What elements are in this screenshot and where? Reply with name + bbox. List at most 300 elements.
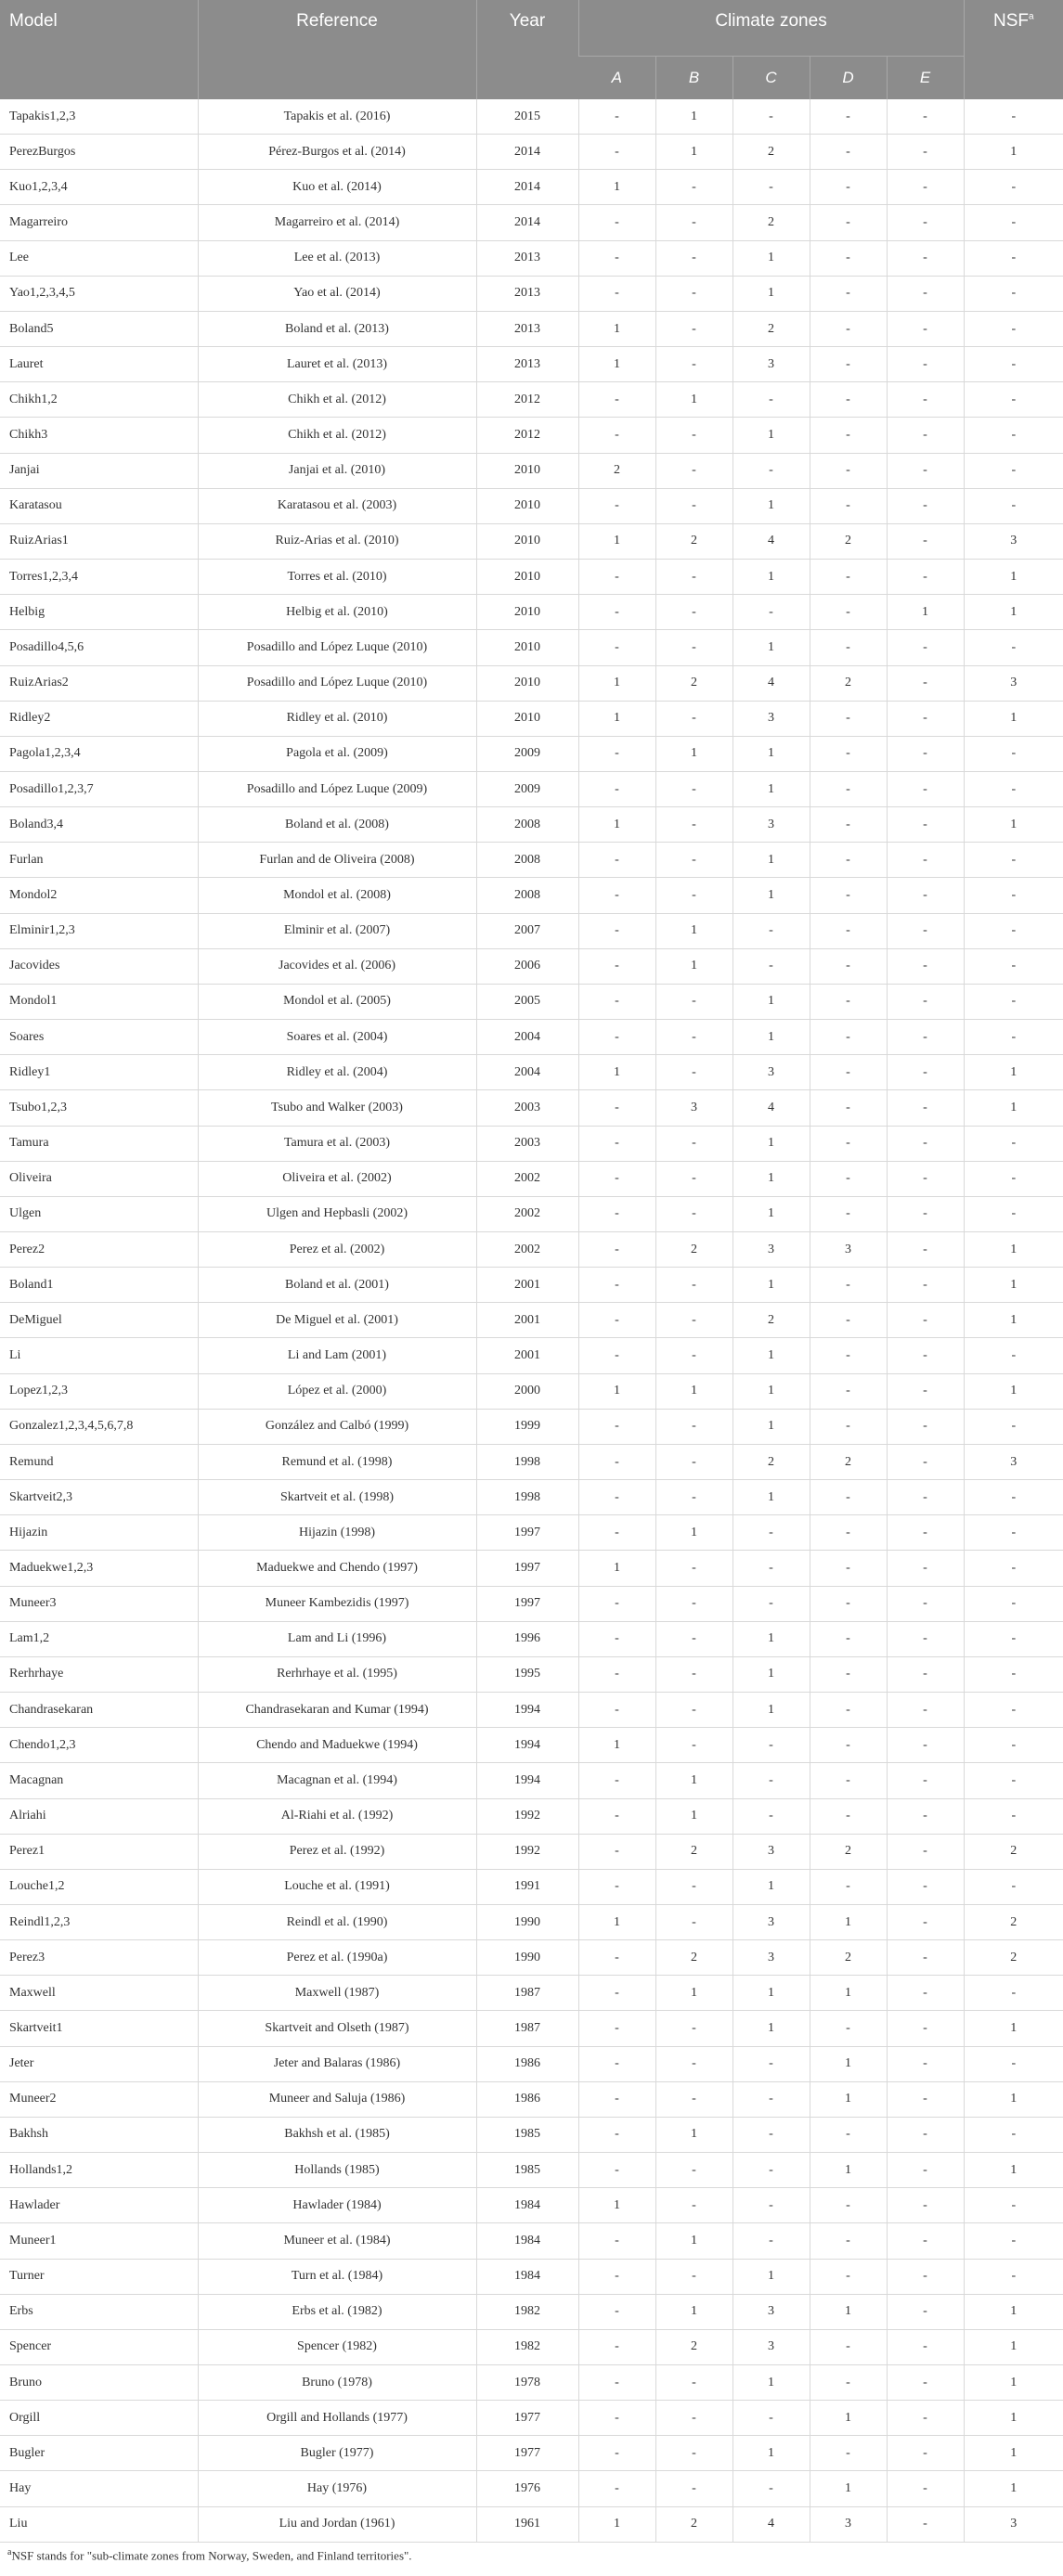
cell-model: Jeter xyxy=(0,2046,198,2081)
cell-zone-b: 2 xyxy=(655,1940,732,1976)
cell-zone-e: - xyxy=(887,1444,964,1479)
cell-zone-d: 1 xyxy=(810,1976,887,2011)
cell-zone-d: - xyxy=(810,1551,887,1586)
cell-zone-b: 1 xyxy=(655,2117,732,2152)
table-row xyxy=(0,1338,1063,1373)
table-row xyxy=(0,240,1063,276)
cell-zone-e: - xyxy=(887,2188,964,2223)
cell-reference: Remund et al. (1998) xyxy=(198,1444,476,1479)
cell-reference: Lauret et al. (2013) xyxy=(198,347,476,382)
cell-year: 1982 xyxy=(476,2329,578,2364)
cell-year: 2000 xyxy=(476,1373,578,1409)
cell-zone-e: - xyxy=(887,2436,964,2471)
cell-reference: Pérez-Burgos et al. (2014) xyxy=(198,135,476,170)
cell-nsf: 1 xyxy=(964,1232,1063,1268)
cell-zone-d: - xyxy=(810,2117,887,2152)
cell-zone-b: - xyxy=(655,843,732,878)
cell-reference: Oliveira et al. (2002) xyxy=(198,1161,476,1196)
cell-model: Lam1,2 xyxy=(0,1621,198,1656)
cell-zone-e: - xyxy=(887,453,964,488)
cell-zone-e: - xyxy=(887,2401,964,2436)
cell-zone-a: 1 xyxy=(578,1904,655,1939)
cell-nsf: 1 xyxy=(964,2294,1063,2329)
cell-zone-d: - xyxy=(810,382,887,418)
cell-model: Skartveit1 xyxy=(0,2011,198,2046)
cell-model: Magarreiro xyxy=(0,205,198,240)
cell-model: Skartveit2,3 xyxy=(0,1480,198,1515)
cell-zone-e: - xyxy=(887,878,964,913)
cell-zone-d: 2 xyxy=(810,1444,887,1479)
cell-zone-c: 1 xyxy=(732,878,810,913)
cell-zone-a: 1 xyxy=(578,1373,655,1409)
cell-year: 1987 xyxy=(476,2011,578,2046)
cell-zone-d: - xyxy=(810,276,887,311)
cell-nsf: 1 xyxy=(964,2365,1063,2401)
cell-nsf: - xyxy=(964,1693,1063,1728)
cell-zone-c: - xyxy=(732,1515,810,1551)
cell-zone-e: - xyxy=(887,913,964,948)
cell-zone-b: - xyxy=(655,170,732,205)
table-row xyxy=(0,878,1063,913)
cell-model: Bugler xyxy=(0,2436,198,2471)
cell-zone-d: - xyxy=(810,1480,887,1515)
cell-model: Muneer3 xyxy=(0,1586,198,1621)
cell-year: 1961 xyxy=(476,2506,578,2542)
cell-year: 2002 xyxy=(476,1196,578,1231)
cell-zone-d: - xyxy=(810,2436,887,2471)
cell-zone-a: - xyxy=(578,2436,655,2471)
cell-zone-c: 1 xyxy=(732,1976,810,2011)
cell-zone-c: 1 xyxy=(732,2436,810,2471)
cell-zone-b: 1 xyxy=(655,1798,732,1834)
cell-zone-a: 1 xyxy=(578,2188,655,2223)
cell-year: 2002 xyxy=(476,1232,578,1268)
cell-reference: Soares et al. (2004) xyxy=(198,1020,476,1055)
cell-zone-d: - xyxy=(810,1409,887,1444)
table-row xyxy=(0,913,1063,948)
cell-zone-d: - xyxy=(810,1161,887,1196)
table-row xyxy=(0,1621,1063,1656)
table-row xyxy=(0,1444,1063,1479)
table-row xyxy=(0,1869,1063,1904)
table-row xyxy=(0,382,1063,418)
cell-nsf: - xyxy=(964,1161,1063,1196)
table-row xyxy=(0,2259,1063,2294)
cell-zone-d: - xyxy=(810,1090,887,1126)
cell-reference: Erbs et al. (1982) xyxy=(198,2294,476,2329)
cell-nsf: 1 xyxy=(964,135,1063,170)
cell-model: Posadillo1,2,3,7 xyxy=(0,771,198,806)
cell-model: Alriahi xyxy=(0,1798,198,1834)
cell-reference: Hawlader (1984) xyxy=(198,2188,476,2223)
cell-reference: Lee et al. (2013) xyxy=(198,240,476,276)
cell-zone-e: - xyxy=(887,1303,964,1338)
cell-zone-a: - xyxy=(578,2401,655,2436)
cell-zone-a: - xyxy=(578,560,655,595)
cell-zone-a: 1 xyxy=(578,311,655,346)
cell-zone-e: - xyxy=(887,418,964,453)
cell-nsf: - xyxy=(964,1976,1063,2011)
cell-model: Lee xyxy=(0,240,198,276)
cell-reference: Bugler (1977) xyxy=(198,2436,476,2471)
table-row xyxy=(0,1020,1063,1055)
cell-year: 1984 xyxy=(476,2188,578,2223)
header-zone-c: C xyxy=(732,57,810,100)
cell-zone-c: 1 xyxy=(732,1338,810,1373)
cell-model: Janjai xyxy=(0,453,198,488)
cell-zone-d: - xyxy=(810,736,887,771)
cell-year: 2001 xyxy=(476,1268,578,1303)
cell-zone-c: 2 xyxy=(732,205,810,240)
cell-zone-e: - xyxy=(887,1693,964,1728)
table-row xyxy=(0,2223,1063,2259)
cell-zone-b: 2 xyxy=(655,2506,732,2542)
cell-year: 2010 xyxy=(476,523,578,559)
cell-zone-e: - xyxy=(887,1940,964,1976)
cell-zone-e: - xyxy=(887,2506,964,2542)
cell-year: 1997 xyxy=(476,1551,578,1586)
cell-zone-e: - xyxy=(887,1976,964,2011)
cell-nsf: - xyxy=(964,2259,1063,2294)
cell-model: Hijazin xyxy=(0,1515,198,1551)
cell-nsf: 1 xyxy=(964,1373,1063,1409)
cell-model: Maduekwe1,2,3 xyxy=(0,1551,198,1586)
cell-zone-b: 2 xyxy=(655,2329,732,2364)
cell-zone-c: 3 xyxy=(732,1834,810,1869)
cell-model: Ridley1 xyxy=(0,1055,198,1090)
cell-zone-b: 3 xyxy=(655,1090,732,1126)
table-row xyxy=(0,1409,1063,1444)
cell-zone-e: - xyxy=(887,630,964,665)
cell-nsf: 3 xyxy=(964,2506,1063,2542)
cell-zone-e: - xyxy=(887,1196,964,1231)
cell-zone-d: - xyxy=(810,99,887,135)
cell-model: Chandrasekaran xyxy=(0,1693,198,1728)
cell-model: Furlan xyxy=(0,843,198,878)
table-row xyxy=(0,2471,1063,2506)
cell-reference: De Miguel et al. (2001) xyxy=(198,1303,476,1338)
cell-reference: Furlan and de Oliveira (2008) xyxy=(198,843,476,878)
cell-year: 2014 xyxy=(476,205,578,240)
cell-model: Karatasou xyxy=(0,488,198,523)
cell-zone-b: 1 xyxy=(655,736,732,771)
cell-model: Remund xyxy=(0,1444,198,1479)
cell-nsf: - xyxy=(964,276,1063,311)
cell-zone-a: - xyxy=(578,2329,655,2364)
cell-model: Orgill xyxy=(0,2401,198,2436)
cell-year: 2005 xyxy=(476,984,578,1019)
cell-year: 2010 xyxy=(476,630,578,665)
table-row xyxy=(0,1976,1063,2011)
cell-nsf: - xyxy=(964,1656,1063,1692)
table-row xyxy=(0,1551,1063,1586)
cell-zone-c: - xyxy=(732,170,810,205)
cell-reference: Perez et al. (2002) xyxy=(198,1232,476,1268)
cell-zone-a: 1 xyxy=(578,170,655,205)
cell-zone-c: 2 xyxy=(732,135,810,170)
cell-zone-c: 3 xyxy=(732,701,810,736)
table-row xyxy=(0,1728,1063,1763)
cell-zone-e: - xyxy=(887,1409,964,1444)
cell-zone-e: - xyxy=(887,771,964,806)
cell-zone-a: - xyxy=(578,913,655,948)
cell-reference: Mondol et al. (2005) xyxy=(198,984,476,1019)
cell-zone-b: - xyxy=(655,240,732,276)
cell-zone-a: - xyxy=(578,99,655,135)
cell-nsf: 1 xyxy=(964,560,1063,595)
cell-zone-c: 3 xyxy=(732,1940,810,1976)
cell-model: Boland1 xyxy=(0,1268,198,1303)
cell-zone-c: - xyxy=(732,1728,810,1763)
cell-reference: Yao et al. (2014) xyxy=(198,276,476,311)
cell-zone-c: - xyxy=(732,2188,810,2223)
table-row xyxy=(0,135,1063,170)
cell-model: Muneer2 xyxy=(0,2081,198,2117)
table-row xyxy=(0,2365,1063,2401)
cell-zone-a: - xyxy=(578,1976,655,2011)
table-row xyxy=(0,1373,1063,1409)
cell-model: Turner xyxy=(0,2259,198,2294)
cell-year: 2010 xyxy=(476,595,578,630)
cell-zone-a: - xyxy=(578,2153,655,2188)
table-row xyxy=(0,1798,1063,1834)
cell-zone-a: - xyxy=(578,2365,655,2401)
cell-year: 2010 xyxy=(476,701,578,736)
cell-zone-a: - xyxy=(578,1303,655,1338)
cell-zone-b: - xyxy=(655,1693,732,1728)
table-row xyxy=(0,630,1063,665)
cell-year: 1978 xyxy=(476,2365,578,2401)
cell-zone-c: 1 xyxy=(732,1196,810,1231)
cell-reference: Li and Lam (2001) xyxy=(198,1338,476,1373)
cell-nsf: - xyxy=(964,1338,1063,1373)
table-row xyxy=(0,2294,1063,2329)
table-row xyxy=(0,1480,1063,1515)
cell-nsf: 1 xyxy=(964,1055,1063,1090)
cell-zone-e: - xyxy=(887,1126,964,1161)
cell-zone-e: - xyxy=(887,1904,964,1939)
cell-year: 2001 xyxy=(476,1338,578,1373)
cell-zone-d: - xyxy=(810,205,887,240)
table-row xyxy=(0,2329,1063,2364)
table-row xyxy=(0,488,1063,523)
cell-model: Tamura xyxy=(0,1126,198,1161)
cell-year: 1985 xyxy=(476,2117,578,2152)
cell-year: 2009 xyxy=(476,771,578,806)
cell-nsf: 1 xyxy=(964,595,1063,630)
cell-reference: Muneer and Saluja (1986) xyxy=(198,2081,476,2117)
table-row xyxy=(0,1232,1063,1268)
cell-zone-c: - xyxy=(732,1551,810,1586)
cell-zone-e: - xyxy=(887,488,964,523)
cell-zone-c: 1 xyxy=(732,1656,810,1692)
cell-reference: Chendo and Maduekwe (1994) xyxy=(198,1728,476,1763)
cell-zone-e: - xyxy=(887,1551,964,1586)
cell-zone-a: - xyxy=(578,2081,655,2117)
cell-zone-d: - xyxy=(810,701,887,736)
cell-zone-b: - xyxy=(655,2081,732,2117)
cell-year: 1997 xyxy=(476,1515,578,1551)
cell-zone-e: - xyxy=(887,1232,964,1268)
table-row xyxy=(0,1268,1063,1303)
cell-zone-a: - xyxy=(578,1798,655,1834)
cell-zone-d: 1 xyxy=(810,2153,887,2188)
cell-model: Boland3,4 xyxy=(0,807,198,843)
cell-reference: Tsubo and Walker (2003) xyxy=(198,1090,476,1126)
cell-zone-b: - xyxy=(655,488,732,523)
cell-zone-a: - xyxy=(578,1940,655,1976)
cell-zone-b: - xyxy=(655,630,732,665)
cell-year: 1986 xyxy=(476,2046,578,2081)
cell-zone-a: 1 xyxy=(578,701,655,736)
cell-nsf: - xyxy=(964,1196,1063,1231)
cell-model: Rerhrhaye xyxy=(0,1656,198,1692)
cell-year: 1982 xyxy=(476,2294,578,2329)
cell-nsf: 1 xyxy=(964,701,1063,736)
cell-zone-b: 1 xyxy=(655,99,732,135)
cell-model: Elminir1,2,3 xyxy=(0,913,198,948)
cell-zone-d: - xyxy=(810,2188,887,2223)
cell-reference: Boland et al. (2013) xyxy=(198,311,476,346)
cell-nsf: 3 xyxy=(964,1444,1063,1479)
cell-zone-b: - xyxy=(655,1551,732,1586)
cell-zone-a: - xyxy=(578,1586,655,1621)
cell-zone-e: - xyxy=(887,1728,964,1763)
cell-nsf: - xyxy=(964,2188,1063,2223)
cell-reference: Janjai et al. (2010) xyxy=(198,453,476,488)
cell-zone-c: 1 xyxy=(732,736,810,771)
cell-zone-a: 1 xyxy=(578,1728,655,1763)
cell-nsf: 2 xyxy=(964,1940,1063,1976)
cell-reference: Jeter and Balaras (1986) xyxy=(198,2046,476,2081)
cell-zone-e: - xyxy=(887,1090,964,1126)
cell-reference: Posadillo and López Luque (2010) xyxy=(198,665,476,701)
cell-zone-e: - xyxy=(887,1656,964,1692)
cell-nsf: - xyxy=(964,1480,1063,1515)
cell-reference: Bakhsh et al. (1985) xyxy=(198,2117,476,2152)
cell-zone-b: - xyxy=(655,1621,732,1656)
cell-zone-c: 1 xyxy=(732,488,810,523)
cell-year: 2004 xyxy=(476,1020,578,1055)
cell-model: Ulgen xyxy=(0,1196,198,1231)
cell-zone-e: - xyxy=(887,1515,964,1551)
cell-reference: Jacovides et al. (2006) xyxy=(198,948,476,984)
cell-zone-e: - xyxy=(887,2117,964,2152)
cell-zone-a: - xyxy=(578,771,655,806)
cell-zone-a: - xyxy=(578,2011,655,2046)
cell-reference: Boland et al. (2008) xyxy=(198,807,476,843)
cell-zone-d: - xyxy=(810,170,887,205)
cell-zone-d: 1 xyxy=(810,1904,887,1939)
cell-zone-c: - xyxy=(732,99,810,135)
cell-nsf: - xyxy=(964,311,1063,346)
cell-zone-c: 4 xyxy=(732,2506,810,2542)
cell-model: Jacovides xyxy=(0,948,198,984)
cell-nsf: - xyxy=(964,948,1063,984)
cell-zone-c: 1 xyxy=(732,984,810,1019)
cell-year: 1999 xyxy=(476,1409,578,1444)
cell-zone-b: - xyxy=(655,771,732,806)
cell-zone-a: - xyxy=(578,1409,655,1444)
cell-zone-c: 4 xyxy=(732,1090,810,1126)
cell-zone-b: - xyxy=(655,1020,732,1055)
cell-zone-c: 1 xyxy=(732,1621,810,1656)
cell-zone-b: - xyxy=(655,2401,732,2436)
cell-model: Maxwell xyxy=(0,1976,198,2011)
cell-zone-b: - xyxy=(655,1728,732,1763)
cell-reference: Hollands (1985) xyxy=(198,2153,476,2188)
cell-model: Spencer xyxy=(0,2329,198,2364)
cell-zone-c: 1 xyxy=(732,240,810,276)
cell-reference: Torres et al. (2010) xyxy=(198,560,476,595)
cell-year: 1994 xyxy=(476,1763,578,1798)
cell-zone-b: - xyxy=(655,276,732,311)
cell-zone-e: - xyxy=(887,170,964,205)
cell-zone-c: - xyxy=(732,2223,810,2259)
cell-year: 1991 xyxy=(476,1869,578,1904)
table-row xyxy=(0,99,1063,135)
cell-year: 2006 xyxy=(476,948,578,984)
cell-zone-c: 1 xyxy=(732,630,810,665)
table-row xyxy=(0,1904,1063,1939)
cell-year: 1976 xyxy=(476,2471,578,2506)
cell-nsf: - xyxy=(964,843,1063,878)
cell-zone-d: 1 xyxy=(810,2401,887,2436)
cell-zone-d: 3 xyxy=(810,1232,887,1268)
cell-zone-b: - xyxy=(655,701,732,736)
cell-zone-a: - xyxy=(578,1763,655,1798)
cell-zone-d: - xyxy=(810,2329,887,2364)
table-row xyxy=(0,984,1063,1019)
cell-zone-b: - xyxy=(655,205,732,240)
cell-nsf: - xyxy=(964,1869,1063,1904)
cell-zone-b: - xyxy=(655,2046,732,2081)
cell-reference: Chikh et al. (2012) xyxy=(198,418,476,453)
cell-nsf: 2 xyxy=(964,1834,1063,1869)
cell-zone-b: - xyxy=(655,1126,732,1161)
cell-year: 2007 xyxy=(476,913,578,948)
cell-year: 2002 xyxy=(476,1161,578,1196)
cell-model: Chendo1,2,3 xyxy=(0,1728,198,1763)
cell-nsf: - xyxy=(964,1798,1063,1834)
cell-zone-d: 1 xyxy=(810,2081,887,2117)
cell-reference: Macagnan et al. (1994) xyxy=(198,1763,476,1798)
cell-zone-a: - xyxy=(578,1020,655,1055)
cell-zone-b: - xyxy=(655,418,732,453)
cell-year: 2014 xyxy=(476,135,578,170)
cell-reference: Perez et al. (1990a) xyxy=(198,1940,476,1976)
cell-nsf: 1 xyxy=(964,2081,1063,2117)
cell-zone-c: - xyxy=(732,382,810,418)
cell-nsf: - xyxy=(964,1126,1063,1161)
cell-zone-c: 2 xyxy=(732,311,810,346)
cell-zone-c: 3 xyxy=(732,347,810,382)
cell-zone-c: 1 xyxy=(732,1480,810,1515)
cell-zone-a: - xyxy=(578,1161,655,1196)
cell-year: 2010 xyxy=(476,453,578,488)
cell-model: Bakhsh xyxy=(0,2117,198,2152)
cell-zone-b: - xyxy=(655,1268,732,1303)
cell-zone-d: - xyxy=(810,453,887,488)
cell-nsf: - xyxy=(964,1409,1063,1444)
cell-zone-a: - xyxy=(578,1869,655,1904)
cell-model: Chikh1,2 xyxy=(0,382,198,418)
cell-reference: Spencer (1982) xyxy=(198,2329,476,2364)
table-row xyxy=(0,347,1063,382)
cell-zone-a: 1 xyxy=(578,1551,655,1586)
cell-zone-b: - xyxy=(655,595,732,630)
table-row xyxy=(0,2436,1063,2471)
